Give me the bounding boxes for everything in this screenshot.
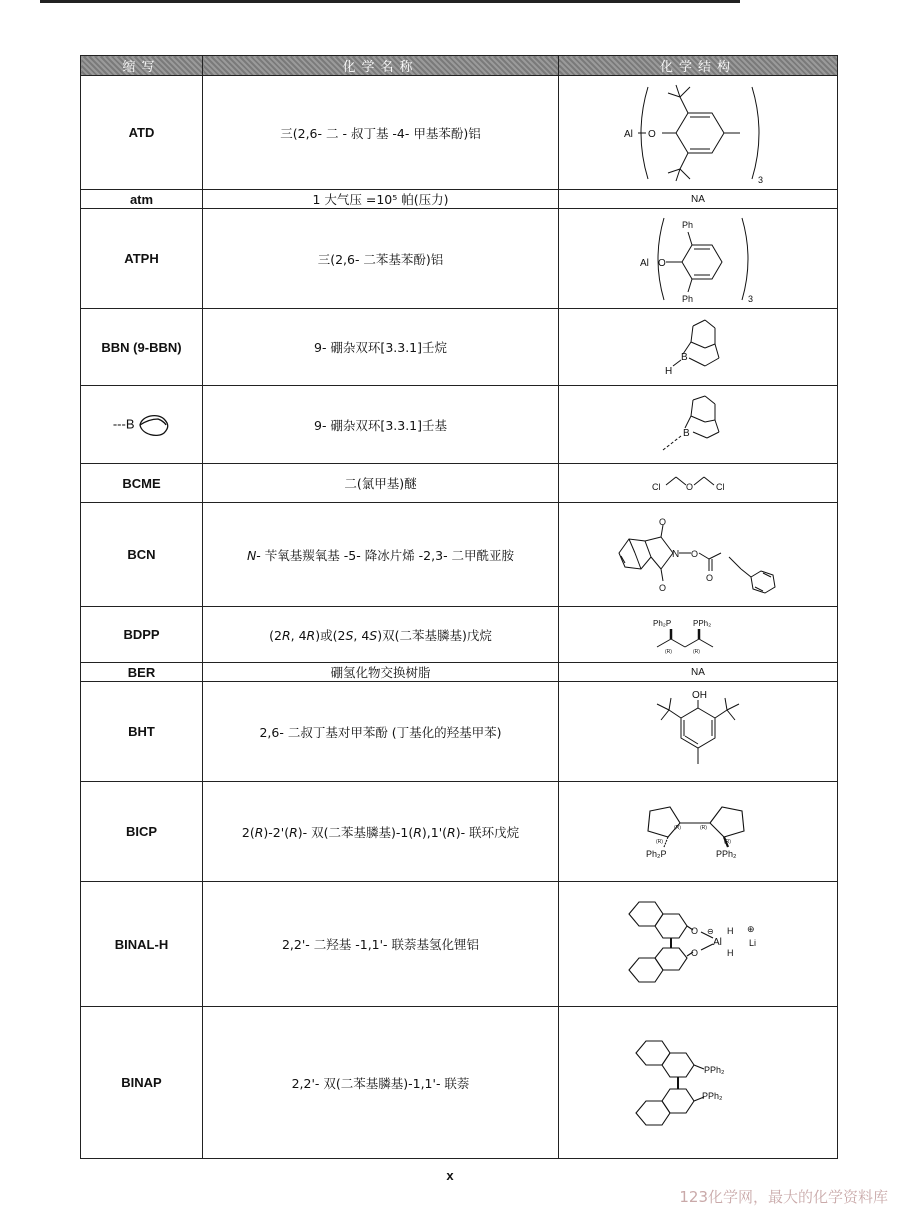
header-name: 化学名称	[203, 56, 559, 76]
bicp-name-part: )- 双(二苯基膦基)-1(	[297, 824, 414, 840]
bicp-name-part: 2(	[241, 824, 255, 840]
name-atph: 三(2,6- 二苯基苯酚)铝	[203, 209, 559, 309]
watermark-text: 123化学网，最大的化学资料库	[679, 1188, 888, 1206]
abbr-bicp: BICP	[81, 782, 203, 882]
bdpp-name-stereo: R	[281, 627, 291, 643]
structure-bdpp	[559, 607, 838, 663]
structure-atm-na: NA	[559, 190, 838, 209]
bicp-label-r4: (R)	[724, 838, 731, 845]
name-atm: 1 大气压 =10⁵ 帕(压力)	[203, 190, 559, 209]
bdpp-name-part: , 4	[290, 627, 307, 643]
abbr-binal-h: BINAL-H	[81, 882, 203, 1007]
name-bdpp	[203, 607, 559, 663]
table-row	[81, 190, 838, 209]
structure-ber-na: NA	[559, 663, 838, 682]
abbr-binap: BINAP	[81, 1007, 203, 1159]
bht-label-oh: OH	[692, 689, 707, 701]
binal-h-label-h-bottom: H	[727, 948, 734, 958]
bdpp-structure-image	[643, 613, 753, 657]
header-structure: 化学结构	[559, 56, 838, 76]
header-abbr: 缩写	[81, 56, 203, 76]
table-row	[81, 663, 838, 682]
binal-h-label-plus: ⊕	[747, 924, 755, 934]
structure-atd	[559, 76, 838, 190]
abbr-bbn-yl	[81, 386, 203, 464]
abbr-atph: ATPH	[81, 209, 203, 309]
top-scan-line	[40, 0, 740, 3]
atph-label-3: 3	[748, 293, 754, 304]
name-ber: 硼氢化物交换树脂	[203, 663, 559, 682]
atph-label-ph-top: Ph	[682, 219, 694, 230]
binal-h-label-li: Li	[749, 938, 757, 948]
bcn-structure-image	[605, 513, 791, 597]
bcme-structure-image	[648, 471, 748, 495]
structure-atph	[559, 209, 838, 309]
abbr-atd: ATD	[81, 76, 203, 190]
bdpp-name-part: )双(二苯基膦基)戊烷	[377, 627, 492, 643]
bicp-name-part: )- 联环戊烷	[455, 824, 520, 840]
bdpp-label-ph2p: Ph₂P	[653, 618, 672, 628]
structure-bbn-yl	[559, 386, 838, 464]
bdpp-label-pph2: PPh₂	[693, 618, 712, 628]
table-row	[81, 782, 838, 882]
abbr-bcme: BCME	[81, 464, 203, 503]
structure-bicp	[559, 782, 838, 882]
bht-structure-image	[643, 686, 753, 778]
bcn-label-o-top: O	[659, 516, 667, 527]
binal-h-label-h-top: H	[727, 926, 734, 936]
bicp-label-r2: (R)	[700, 824, 707, 831]
bcn-label-o-carbonyl: O	[706, 572, 714, 583]
bcme-label-cl-right: Cl	[716, 482, 725, 492]
bicp-name-stereo: R	[254, 824, 264, 840]
bbn-yl-label-b: B	[683, 427, 690, 439]
table-header-row	[81, 56, 838, 76]
bicp-name-part: ),1'(	[421, 824, 448, 840]
atph-label-o: O	[658, 257, 666, 269]
bcme-label-o: O	[686, 482, 694, 492]
table-row	[81, 503, 838, 607]
bicp-name-stereo: R	[447, 824, 456, 840]
name-bcn	[203, 503, 559, 607]
bicp-label-pph2: PPh₂	[716, 848, 737, 859]
table-row	[81, 464, 838, 503]
binal-h-label-al: Al	[713, 937, 722, 948]
name-bcn-text: - 苄氧基羰氧基 -5- 降冰片烯 -2,3- 二甲酰亚胺	[256, 547, 515, 563]
page-number: x	[446, 1168, 454, 1183]
bbn-label-b: B	[681, 352, 688, 363]
abbr-bcn: BCN	[81, 503, 203, 607]
bbn-bicyclic-icon	[138, 411, 170, 439]
bcn-label-o-bottom: O	[659, 582, 667, 593]
atd-structure-image	[618, 79, 778, 187]
bicp-name-stereo: R	[413, 824, 422, 840]
bicp-name-part: )-2'(	[263, 824, 290, 840]
table-row	[81, 882, 838, 1007]
bbn-structure-image	[653, 314, 743, 380]
binap-label-pph2-bottom: PPh₂	[702, 1090, 723, 1101]
bdpp-name-part: (2	[269, 627, 282, 643]
name-atd: 三(2,6- 二 - 叔丁基 -4- 甲基苯酚)铝	[203, 76, 559, 190]
table-row	[81, 76, 838, 190]
table-row	[81, 607, 838, 663]
bbn-yl-structure-image	[653, 392, 743, 458]
name-bcme: 二(氯甲基)醚	[203, 464, 559, 503]
abbr-atm: atm	[81, 190, 203, 209]
atd-label-o: O	[648, 128, 656, 140]
name-binal-h: 2,2'- 二羟基 -1,1'- 联萘基氢化锂铝	[203, 882, 559, 1007]
abbr-bbn: BBN (9-BBN)	[81, 309, 203, 386]
name-binap: 2,2'- 双(二苯基膦基)-1,1'- 联萘	[203, 1007, 559, 1159]
structure-bbn	[559, 309, 838, 386]
bdpp-name-stereo: S	[345, 627, 354, 643]
bdpp-name-stereo: R	[306, 627, 316, 643]
bcn-label-o-ester: O	[691, 548, 699, 559]
bdpp-name-stereo: S	[369, 627, 378, 643]
abbr-ber: BER	[81, 663, 203, 682]
atd-label-3: 3	[758, 174, 764, 185]
name-bcn-italic-prefix: N	[246, 547, 257, 563]
binal-h-label-o-top: O	[691, 926, 699, 936]
bbn-label-h: H	[665, 366, 673, 377]
bicp-label-r1: (R)	[674, 824, 681, 831]
abbr-bdpp: BDPP	[81, 607, 203, 663]
structure-binal-h	[559, 882, 838, 1007]
atph-label-ph-bottom: Ph	[682, 293, 694, 304]
binal-h-structure-image	[623, 894, 773, 994]
table-row	[81, 1007, 838, 1159]
name-bbn-yl: 9- 硼杂双环[3.3.1]壬基	[203, 386, 559, 464]
atd-label-al: Al	[624, 128, 633, 140]
name-bbn: 9- 硼杂双环[3.3.1]壬烷	[203, 309, 559, 386]
abbr-bht: BHT	[81, 682, 203, 782]
binap-structure-image	[628, 1033, 768, 1133]
structure-bcn	[559, 503, 838, 607]
bdpp-name-part: , 4	[353, 627, 370, 643]
binal-h-label-minus: ⊖	[707, 927, 714, 936]
table-row	[81, 682, 838, 782]
atph-structure-image	[628, 212, 768, 306]
binap-label-pph2-top: PPh₂	[704, 1064, 725, 1075]
bcme-label-cl-left: Cl	[652, 482, 661, 492]
structure-bcme	[559, 464, 838, 503]
bicp-label-r3: (R)	[656, 838, 663, 845]
table-row	[81, 309, 838, 386]
table-row	[81, 209, 838, 309]
bicp-name-stereo: R	[289, 824, 298, 840]
bcn-label-n: N	[672, 548, 680, 560]
binal-h-label-o-bottom: O	[691, 948, 699, 958]
atph-label-al: Al	[640, 257, 649, 269]
name-bicp	[203, 782, 559, 882]
abbreviation-table	[80, 55, 838, 1159]
bdpp-label-r1: (R)	[665, 648, 672, 655]
name-bht: 2,6- 二叔丁基对甲苯酚 (丁基化的羟基甲苯)	[203, 682, 559, 782]
structure-binap	[559, 1007, 838, 1159]
bicp-label-ph2p: Ph₂P	[646, 848, 667, 859]
structure-bht	[559, 682, 838, 782]
bicp-structure-image	[628, 793, 768, 871]
table-row	[81, 386, 838, 464]
bbn-yl-dash-label: ---B	[112, 415, 135, 431]
bdpp-name-part: )或(2	[315, 627, 346, 643]
bdpp-label-r2: (R)	[693, 648, 700, 655]
